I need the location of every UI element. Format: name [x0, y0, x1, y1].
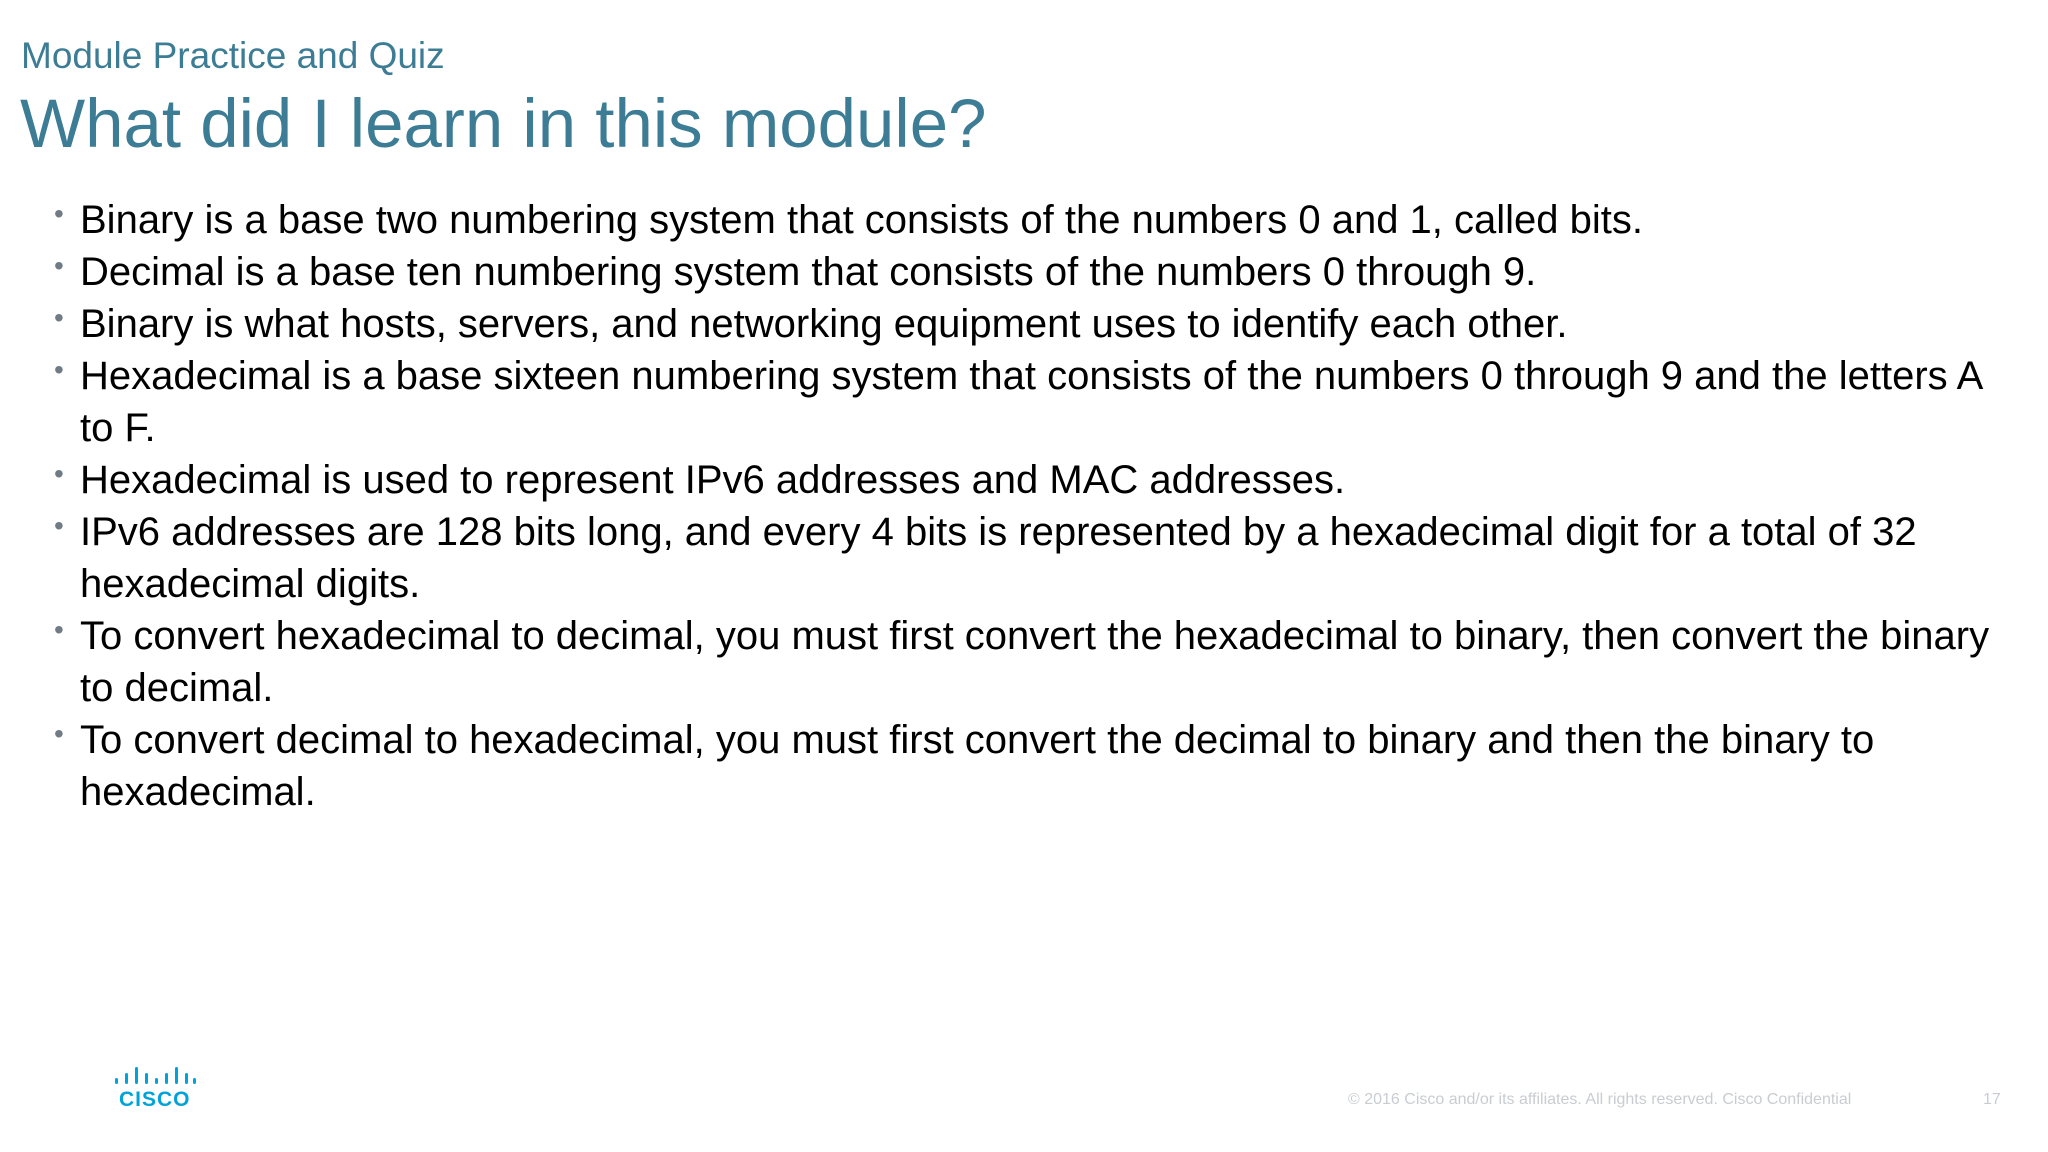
- slide-title: What did I learn in this module?: [20, 85, 987, 162]
- bullet-list: [54, 194, 2014, 818]
- bullet-icon: •: [54, 614, 64, 645]
- bullet-item: [54, 298, 2014, 350]
- bullet-text: To convert decimal to hexadecimal, you must first convert the decimal to binary and then the binary to hexadecimal.: [80, 718, 1875, 814]
- bullet-item: [54, 350, 2014, 454]
- bullet-icon: •: [54, 718, 64, 749]
- bullet-text: IPv6 addresses are 128 bits long, and every 4 bits is represented by a hexadecimal digit for a total of 32 hexadecimal digits.: [80, 510, 1917, 606]
- bullet-icon: •: [54, 302, 64, 333]
- cisco-logo-text: CISCO: [119, 1088, 191, 1111]
- bullet-text: Binary is a base two numbering system that consists of the numbers 0 and 1, called bits.: [80, 198, 1644, 242]
- cisco-logo: [112, 1066, 196, 1112]
- bullet-icon: •: [54, 458, 64, 489]
- bullet-item: [54, 610, 2014, 714]
- bullet-icon: •: [54, 354, 64, 385]
- bullet-text: Hexadecimal is used to represent IPv6 addresses and MAC addresses.: [80, 458, 1346, 502]
- bullet-item: [54, 714, 2014, 818]
- bullet-item: [54, 506, 2014, 610]
- bullet-text: Hexadecimal is a base sixteen numbering system that consists of the numbers 0 through 9 and the letters A to F.: [80, 354, 1982, 450]
- page-number: 17: [1983, 1091, 2001, 1108]
- bullet-text: Binary is what hosts, servers, and networking equipment uses to identify each other.: [80, 302, 1568, 346]
- bullet-icon: •: [54, 198, 64, 229]
- bullet-text: To convert hexadecimal to decimal, you must first convert the hexadecimal to binary, then convert the binary to decimal.: [80, 614, 1990, 710]
- bullet-icon: •: [54, 250, 64, 281]
- copyright-notice: © 2016 Cisco and/or its affiliates. All rights reserved. Cisco Confidential: [1348, 1091, 1852, 1108]
- cisco-bars-icon: [112, 1066, 196, 1088]
- section-subtitle: Module Practice and Quiz: [21, 35, 445, 76]
- bullet-item: [54, 246, 2014, 298]
- bullet-icon: •: [54, 510, 64, 541]
- bullet-text: Decimal is a base ten numbering system that consists of the numbers 0 through 9.: [80, 250, 1537, 294]
- bullet-item: [54, 454, 2014, 506]
- bullet-item: [54, 194, 2014, 246]
